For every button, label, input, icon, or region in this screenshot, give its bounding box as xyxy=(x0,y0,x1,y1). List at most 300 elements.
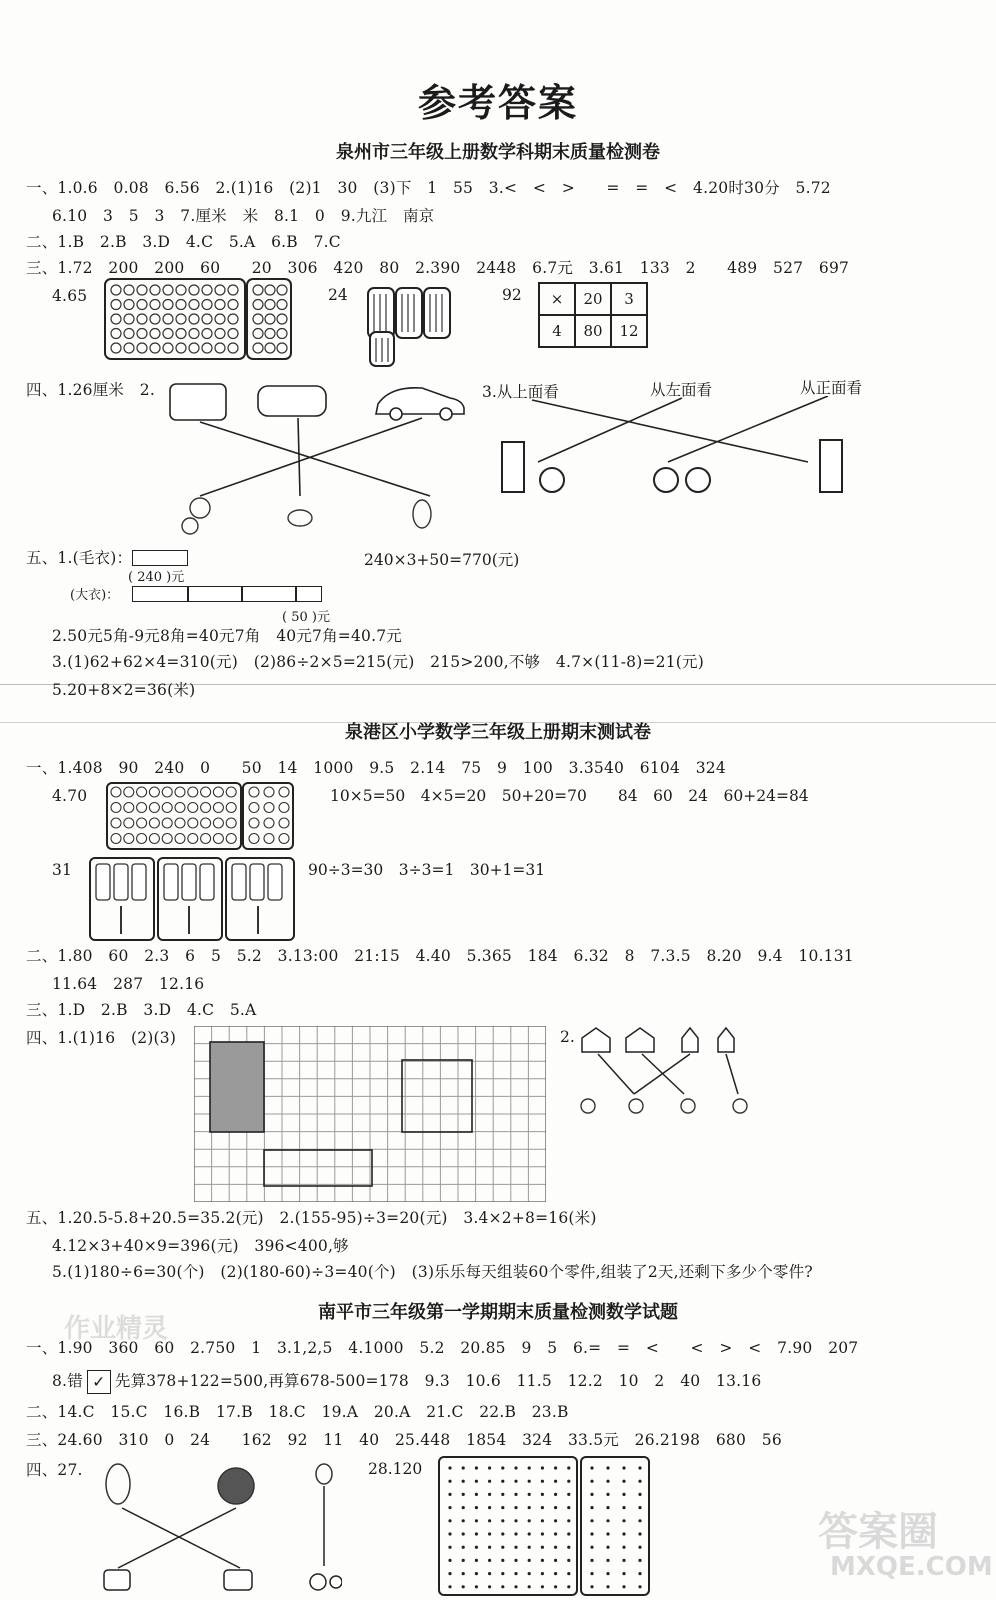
dot xyxy=(514,1480,517,1483)
dot xyxy=(528,1506,531,1509)
dot xyxy=(188,818,198,828)
dot xyxy=(265,285,275,295)
coat-bar-1 xyxy=(132,586,188,602)
dot xyxy=(514,1585,517,1588)
dot xyxy=(501,1572,504,1575)
dot xyxy=(189,314,199,324)
dot xyxy=(541,1572,544,1575)
dot xyxy=(137,834,147,844)
dot xyxy=(475,1506,478,1509)
dot xyxy=(590,1559,593,1562)
dot xyxy=(228,343,238,353)
dot xyxy=(638,1559,641,1562)
coat-label: (大衣)： xyxy=(70,588,120,603)
dot xyxy=(215,300,225,310)
dot xyxy=(448,1546,451,1549)
dot xyxy=(567,1480,570,1483)
dot xyxy=(137,285,147,295)
dot xyxy=(528,1466,531,1469)
child-icon xyxy=(733,1099,747,1113)
s3-line-2-text: 先算378+122=500,再算678-500=178 9.3 10.6 11.5 12.2 10 2 40 13.16 xyxy=(114,1372,762,1390)
dot xyxy=(475,1480,478,1483)
table-cell: 80 xyxy=(575,315,611,347)
dot xyxy=(137,787,147,797)
dot xyxy=(188,787,198,797)
dot-grid-figure xyxy=(438,1456,652,1598)
dot xyxy=(176,285,186,295)
dot xyxy=(124,285,134,295)
child-icon xyxy=(629,1099,643,1113)
dot xyxy=(137,803,147,813)
dot xyxy=(202,314,212,324)
dot xyxy=(462,1585,465,1588)
dot xyxy=(163,343,173,353)
dot xyxy=(475,1546,478,1549)
dot xyxy=(213,803,223,813)
bundled-sticks-figure xyxy=(360,282,470,372)
dot xyxy=(279,818,289,828)
dot xyxy=(475,1493,478,1496)
rabbit-standing-icon xyxy=(413,500,431,528)
dot xyxy=(201,818,211,828)
s3-line-1: 一、1.90 360 60 2.750 1 3.1,2,5 4.1000 5.2 20.85 9 5 6.= = < < > < 7.90 207 xyxy=(26,1339,859,1357)
dot xyxy=(163,314,173,324)
dot xyxy=(638,1480,641,1483)
dot xyxy=(202,329,212,339)
coat-bar-3 xyxy=(242,586,296,602)
dot xyxy=(541,1519,544,1522)
dot xyxy=(567,1493,570,1496)
dot xyxy=(226,818,236,828)
houses-children-matching xyxy=(574,1024,764,1120)
s2-equation-2: 90÷3=30 3÷3=1 30+1=31 xyxy=(308,861,546,879)
s3-line-2 xyxy=(52,1370,761,1394)
dot xyxy=(541,1559,544,1562)
house-icon xyxy=(626,1028,654,1052)
dot xyxy=(501,1559,504,1562)
dot xyxy=(448,1506,451,1509)
dot xyxy=(567,1466,570,1469)
dot xyxy=(488,1532,491,1535)
rabbit-icon xyxy=(106,1464,130,1504)
dot xyxy=(475,1585,478,1588)
dot xyxy=(226,787,236,797)
section-title-nanping: 南平市三年级第一学期期末质量检测数学试题 xyxy=(318,1302,678,1323)
check-icon: ✓ xyxy=(87,1370,111,1394)
dot-array-figure xyxy=(104,278,294,362)
dot xyxy=(488,1466,491,1469)
dot xyxy=(638,1585,641,1588)
dot xyxy=(150,329,160,339)
dot xyxy=(554,1572,557,1575)
dot xyxy=(124,314,134,324)
dot xyxy=(462,1559,465,1562)
section-title-quangang: 泉港区小学数学三年级上册期末测试卷 xyxy=(345,722,651,743)
dot xyxy=(541,1493,544,1496)
dot xyxy=(528,1493,531,1496)
dot xyxy=(149,803,159,813)
dot xyxy=(528,1559,531,1562)
view-left-label: 从左面看 xyxy=(650,381,713,399)
basket-icon xyxy=(224,1570,252,1590)
dot xyxy=(213,787,223,797)
dot xyxy=(265,314,275,324)
dot xyxy=(554,1466,557,1469)
dot xyxy=(622,1466,625,1469)
house-icon xyxy=(718,1028,734,1052)
dot xyxy=(448,1572,451,1575)
dot xyxy=(622,1480,625,1483)
dot xyxy=(124,787,134,797)
dot xyxy=(606,1506,609,1509)
dot xyxy=(111,314,121,324)
s1-line-9: 3.(1)62+62×4=310(元) (2)86÷2×5=215(元) 215>200,不够 4.7×(11-8)=21(元) xyxy=(52,653,704,671)
dot xyxy=(622,1572,625,1575)
dot xyxy=(201,803,211,813)
dot xyxy=(264,787,274,797)
dot xyxy=(253,314,263,324)
dot xyxy=(448,1466,451,1469)
dot xyxy=(111,834,121,844)
dot xyxy=(488,1572,491,1575)
dot xyxy=(606,1493,609,1496)
dot xyxy=(163,329,173,339)
s3-line-5: 四、27. xyxy=(26,1461,83,1479)
s3-line-4: 三、24.60 310 0 24 162 92 11 40 25.448 1854 324 33.5元 26.2198 680 56 xyxy=(26,1431,782,1449)
dot xyxy=(175,818,185,828)
dot xyxy=(202,343,212,353)
dot xyxy=(514,1506,517,1509)
dot xyxy=(541,1585,544,1588)
dot xyxy=(111,343,121,353)
dot xyxy=(514,1572,517,1575)
dot xyxy=(213,818,223,828)
table-cell: 12 xyxy=(611,315,647,347)
dot xyxy=(188,834,198,844)
dot xyxy=(124,343,134,353)
s2-line-31: 31 xyxy=(52,861,73,879)
dot xyxy=(253,300,263,310)
dot xyxy=(448,1559,451,1562)
dot xyxy=(590,1532,593,1535)
s2-line-3: 二、1.80 60 2.3 6 5 5.2 3.13:00 21:15 4.40 5.365 184 6.32 8 7.3.5 8.20 9.4 10.131 xyxy=(26,947,854,965)
dot xyxy=(462,1532,465,1535)
dot xyxy=(175,803,185,813)
basket-icon xyxy=(104,1570,130,1590)
dot xyxy=(475,1466,478,1469)
dot xyxy=(475,1519,478,1522)
s1-line-5: 4.65 xyxy=(52,287,88,305)
house-icon xyxy=(582,1028,610,1052)
section-title-quanzhou: 泉州市三年级上册数学科期末质量检测卷 xyxy=(336,142,660,163)
dot xyxy=(622,1532,625,1535)
dot xyxy=(462,1506,465,1509)
dot xyxy=(150,314,160,324)
s2-line-4: 11.64 287 12.16 xyxy=(52,975,205,993)
child-icon xyxy=(581,1099,595,1113)
dot xyxy=(638,1532,641,1535)
dot xyxy=(149,787,159,797)
table-cell: × xyxy=(539,283,575,315)
monkey-icon xyxy=(190,498,210,518)
dot xyxy=(215,285,225,295)
s3-wrong-label: 8.错 xyxy=(52,1372,83,1390)
dot xyxy=(462,1466,465,1469)
dot xyxy=(264,803,274,813)
dot xyxy=(215,343,225,353)
dot xyxy=(228,329,238,339)
dot xyxy=(150,300,160,310)
dot xyxy=(277,329,287,339)
bird-icon xyxy=(316,1464,332,1484)
dot xyxy=(567,1585,570,1588)
dot xyxy=(253,343,263,353)
dot-array-figure-2 xyxy=(106,782,296,852)
dot xyxy=(541,1546,544,1549)
dot xyxy=(554,1532,557,1535)
dot xyxy=(448,1493,451,1496)
dot xyxy=(606,1480,609,1483)
dot xyxy=(176,343,186,353)
dot xyxy=(554,1493,557,1496)
dot xyxy=(590,1585,593,1588)
dot xyxy=(638,1506,641,1509)
dot xyxy=(228,285,238,295)
dot xyxy=(264,834,274,844)
rabbit-icon xyxy=(288,510,312,526)
dot xyxy=(228,300,238,310)
dot xyxy=(528,1480,531,1483)
dot xyxy=(201,787,211,797)
dot xyxy=(111,818,121,828)
dot xyxy=(111,329,121,339)
dot xyxy=(124,803,134,813)
dot xyxy=(228,314,238,324)
dot xyxy=(448,1585,451,1588)
dot xyxy=(622,1519,625,1522)
dot xyxy=(124,834,134,844)
s1-line-6: 四、1.26厘米 2. xyxy=(26,381,156,399)
dot xyxy=(111,285,121,295)
stamp-watermark: 作业精灵 xyxy=(64,1314,169,1344)
dot xyxy=(567,1532,570,1535)
dot xyxy=(215,314,225,324)
dot xyxy=(488,1585,491,1588)
dot xyxy=(176,314,186,324)
dot xyxy=(277,300,287,310)
dot xyxy=(528,1532,531,1535)
dot xyxy=(567,1572,570,1575)
dot xyxy=(124,300,134,310)
dot xyxy=(150,343,160,353)
dot xyxy=(462,1493,465,1496)
s1-line-1: 一、1.0.6 0.08 6.56 2.(1)16 (2)1 30 (3)下 1 55 3.< < > = = < 4.20时30分 5.72 xyxy=(26,179,831,197)
dot xyxy=(163,285,173,295)
animals-objects-matching xyxy=(92,1456,342,1596)
dot xyxy=(528,1519,531,1522)
dot xyxy=(622,1585,625,1588)
dot xyxy=(202,300,212,310)
dot xyxy=(226,834,236,844)
dot xyxy=(567,1546,570,1549)
dot xyxy=(163,300,173,310)
dot xyxy=(541,1506,544,1509)
dot xyxy=(448,1532,451,1535)
dot xyxy=(162,834,172,844)
dot xyxy=(265,329,275,339)
dot xyxy=(226,803,236,813)
dot xyxy=(638,1572,641,1575)
car-front-icon xyxy=(170,384,226,420)
dot xyxy=(215,329,225,339)
dot xyxy=(501,1585,504,1588)
dot xyxy=(162,787,172,797)
watermark-logo: 答案圈 xyxy=(818,1509,938,1555)
dot xyxy=(501,1519,504,1522)
watermark-url: MXQE.COM xyxy=(830,1552,993,1582)
dot xyxy=(501,1480,504,1483)
dot xyxy=(162,818,172,828)
view-top-label: 3.从上面看 xyxy=(482,383,559,401)
dot xyxy=(175,787,185,797)
dot xyxy=(638,1466,641,1469)
dot xyxy=(554,1546,557,1549)
dot xyxy=(638,1493,641,1496)
dot xyxy=(124,329,134,339)
dot xyxy=(475,1532,478,1535)
s1-number-92: 92 xyxy=(502,286,522,304)
dot xyxy=(501,1546,504,1549)
dot xyxy=(567,1559,570,1562)
dot xyxy=(277,314,287,324)
dot xyxy=(124,818,134,828)
dot xyxy=(137,300,147,310)
s2-line-8: 4.12×3+40×9=396(元) 396<400,够 xyxy=(52,1237,349,1255)
coat-bar-extra xyxy=(296,586,322,602)
s2-line-5: 三、1.D 2.B 3.D 4.C 5.A xyxy=(26,1001,257,1019)
dot xyxy=(277,343,287,353)
dot xyxy=(137,329,147,339)
dot xyxy=(590,1572,593,1575)
s2-line-2: 4.70 xyxy=(52,787,88,805)
dot xyxy=(638,1519,641,1522)
dot xyxy=(554,1480,557,1483)
dot xyxy=(111,787,121,797)
dot xyxy=(488,1559,491,1562)
dot xyxy=(590,1493,593,1496)
dot xyxy=(253,285,263,295)
dot xyxy=(590,1546,593,1549)
three-views-matching xyxy=(490,396,850,500)
dot xyxy=(150,285,160,295)
dot xyxy=(541,1480,544,1483)
s2-q2-label: 2. xyxy=(560,1028,575,1046)
dot xyxy=(475,1559,478,1562)
dot xyxy=(528,1572,531,1575)
monkey-icon xyxy=(218,1468,254,1504)
car-top-icon xyxy=(258,386,326,416)
dot xyxy=(137,818,147,828)
dot xyxy=(622,1559,625,1562)
s1-equation: 240×3+50=770(元) xyxy=(364,551,520,569)
dot xyxy=(501,1532,504,1535)
dot xyxy=(638,1546,641,1549)
dot xyxy=(137,343,147,353)
dot xyxy=(249,818,259,828)
s1-line-8: 2.50元5角-9元8角=40元7角 40元7角=40.7元 xyxy=(52,627,402,645)
dot xyxy=(606,1546,609,1549)
s3-line-3: 二、14.C 15.C 16.B 17.B 18.C 19.A 20.A 21.C 22.B 23.B xyxy=(26,1403,569,1421)
dot xyxy=(567,1519,570,1522)
dot xyxy=(189,343,199,353)
s2-equation-1: 10×5=50 4×5=20 50+20=70 84 60 24 60+24=84 xyxy=(330,787,809,805)
dot xyxy=(554,1559,557,1562)
dot xyxy=(622,1506,625,1509)
dot xyxy=(265,300,275,310)
dot xyxy=(462,1546,465,1549)
dot xyxy=(606,1519,609,1522)
dot xyxy=(606,1559,609,1562)
dot xyxy=(462,1572,465,1575)
dot xyxy=(590,1506,593,1509)
dot xyxy=(554,1519,557,1522)
dot xyxy=(541,1466,544,1469)
dot xyxy=(448,1480,451,1483)
sweater-price: ( 240 )元 xyxy=(128,570,185,585)
dot xyxy=(622,1493,625,1496)
dot xyxy=(554,1506,557,1509)
s2-line-1: 一、1.408 90 240 0 50 14 1000 9.5 2.14 75 9 100 3.3540 6104 324 xyxy=(26,759,726,777)
house-icon xyxy=(682,1028,698,1052)
dot xyxy=(462,1480,465,1483)
coat-bar-2 xyxy=(188,586,242,602)
dot xyxy=(279,803,289,813)
dot xyxy=(590,1519,593,1522)
cars-animals-matching xyxy=(160,378,480,538)
dot xyxy=(514,1559,517,1562)
child-icon xyxy=(681,1099,695,1113)
table-cell: 3 xyxy=(611,283,647,315)
dot xyxy=(606,1585,609,1588)
dot xyxy=(622,1546,625,1549)
dot xyxy=(528,1585,531,1588)
s1-line-7: 五、1.(毛衣)： xyxy=(26,549,133,567)
dot xyxy=(213,834,223,844)
dot xyxy=(462,1519,465,1522)
dot xyxy=(149,834,159,844)
dot xyxy=(590,1466,593,1469)
view-front-label: 从正面看 xyxy=(800,379,863,397)
sweater-bar xyxy=(132,550,188,566)
s1-line-10: 5.20+8×2=36(米) xyxy=(52,681,196,699)
dot xyxy=(528,1546,531,1549)
dot xyxy=(149,818,159,828)
dot xyxy=(606,1466,609,1469)
dot xyxy=(554,1585,557,1588)
s2-line-6: 四、1.(1)16 (2)(3) xyxy=(26,1029,177,1047)
dot xyxy=(279,787,289,797)
dot xyxy=(514,1466,517,1469)
dot xyxy=(488,1506,491,1509)
dot xyxy=(590,1480,593,1483)
dot xyxy=(514,1546,517,1549)
dot xyxy=(514,1493,517,1496)
dot xyxy=(488,1493,491,1496)
dot xyxy=(249,787,259,797)
coat-extra-price: ( 50 )元 xyxy=(282,610,330,625)
dot xyxy=(176,329,186,339)
dot xyxy=(188,803,198,813)
